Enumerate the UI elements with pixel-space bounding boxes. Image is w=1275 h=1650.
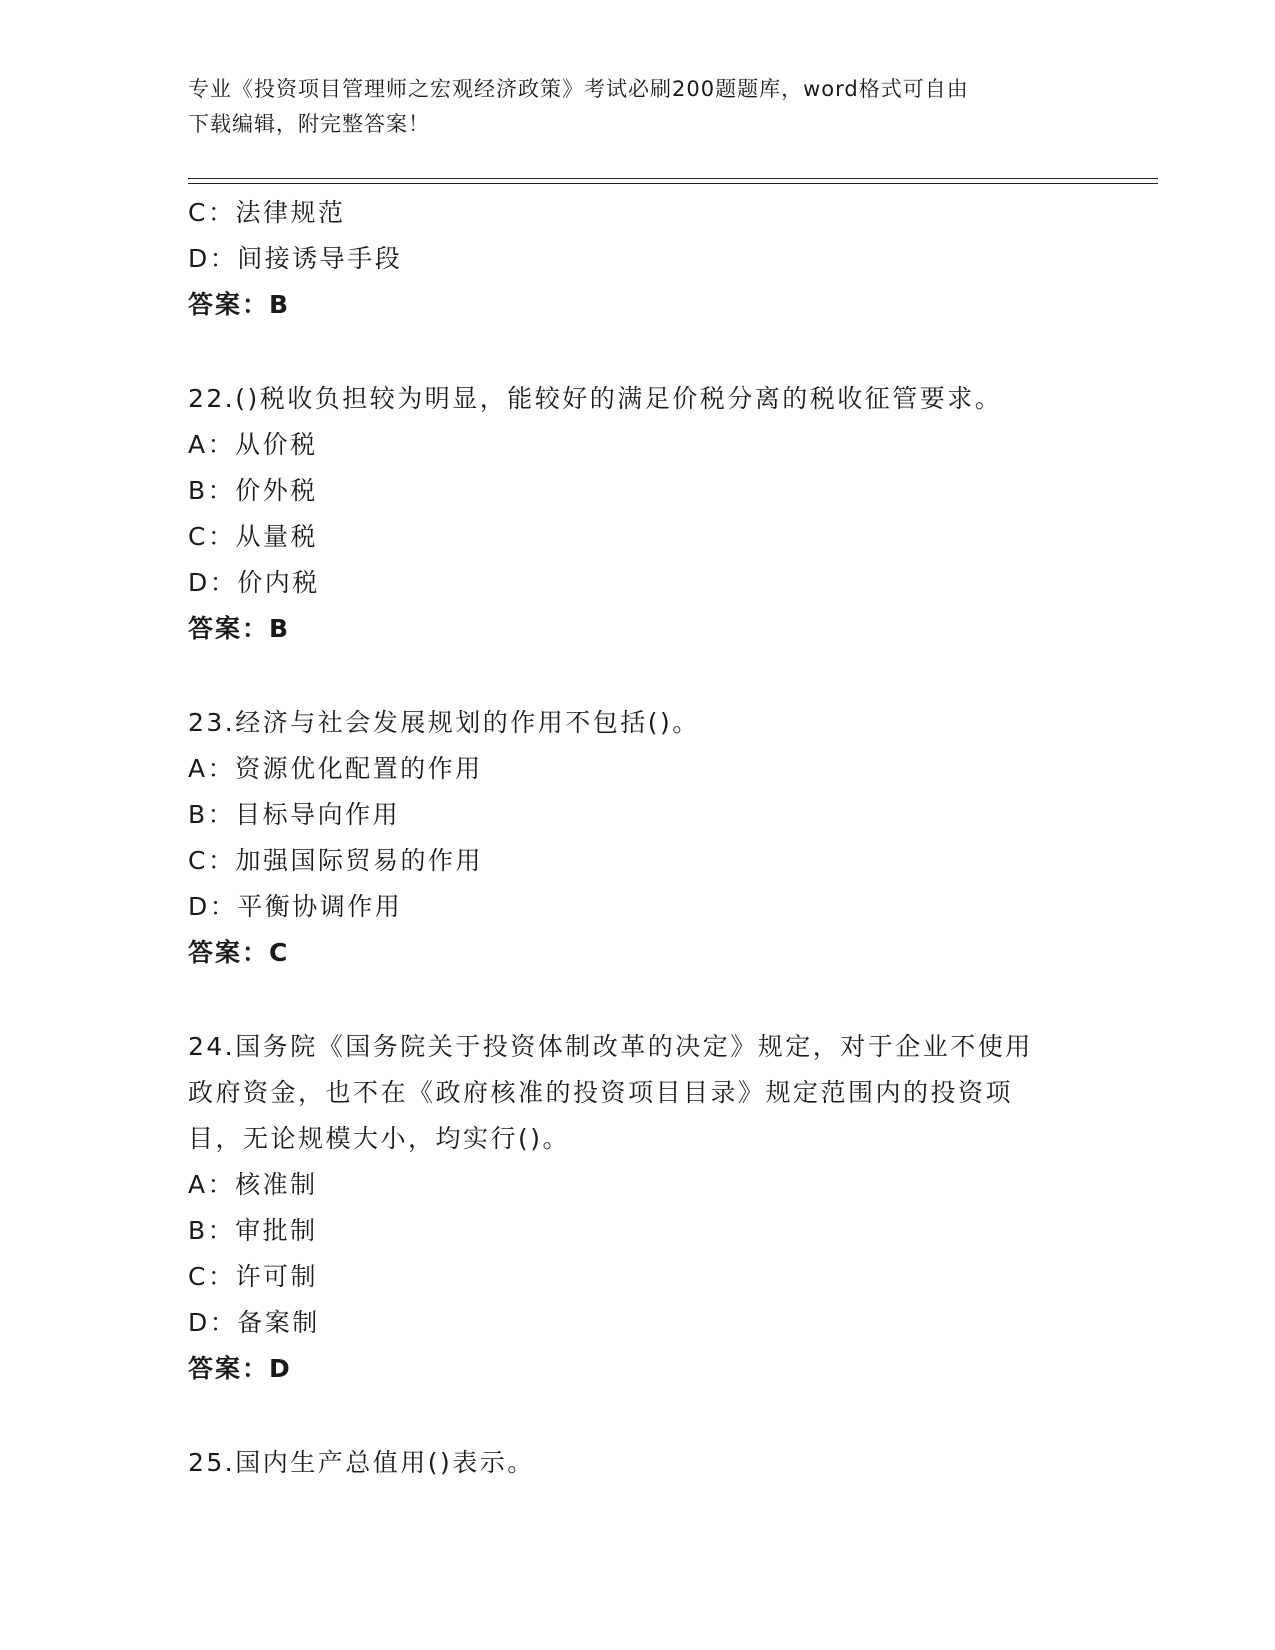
option-b: B：审批制	[188, 1216, 318, 1245]
question-stem: 23.经济与社会发展规划的作用不包括()。	[188, 708, 700, 737]
spacer	[188, 652, 1088, 700]
option-c: C：许可制	[188, 1262, 318, 1291]
spacer	[188, 328, 1088, 376]
option-d: D：备案制	[188, 1308, 320, 1337]
question-24	[188, 1024, 1088, 1392]
option-a: A：从价税	[188, 430, 318, 459]
question-stem-line-2: 政府资金，也不在《政府核准的投资项目目录》规定范围内的投资项	[188, 1078, 1014, 1107]
answer-label: 答案：B	[188, 614, 291, 643]
header-divider-top	[188, 178, 1158, 179]
header-line-1: 专业《投资项目管理师之宏观经济政策》考试必刷200题题库，word格式可自由	[188, 77, 969, 101]
question-stem: 25.国内生产总值用()表示。	[188, 1448, 535, 1477]
option-d: D：间接诱导手段	[188, 244, 403, 273]
question-stem-line-1: 24.国务院《国务院关于投资体制改革的决定》规定，对于企业不使用	[188, 1032, 1033, 1061]
option-a: A：资源优化配置的作用	[188, 754, 483, 783]
question-21-continuation	[188, 190, 1088, 328]
document-header	[188, 72, 1068, 142]
option-c: C：从量税	[188, 522, 318, 551]
option-c: C：加强国际贸易的作用	[188, 846, 483, 875]
header-line-2: 下载编辑，附完整答案！	[188, 112, 430, 136]
question-stem: 22.()税收负担较为明显，能较好的满足价税分离的税收征管要求。	[188, 384, 1003, 413]
option-b: B：目标导向作用	[188, 800, 401, 829]
spacer	[188, 1392, 1088, 1440]
option-b: B：价外税	[188, 476, 318, 505]
question-list	[188, 190, 1088, 1486]
option-d: D：价内税	[188, 568, 320, 597]
question-stem-line-3: 目，无论规模大小，均实行()。	[188, 1124, 571, 1153]
answer-label: 答案：B	[188, 290, 291, 319]
option-c: C：法律规范	[188, 198, 346, 227]
answer-label: 答案：C	[188, 938, 290, 967]
spacer	[188, 976, 1088, 1024]
header-divider-bottom	[188, 183, 1158, 184]
option-a: A：核准制	[188, 1170, 318, 1199]
question-25	[188, 1440, 1088, 1486]
option-d: D：平衡协调作用	[188, 892, 403, 921]
question-22	[188, 376, 1088, 652]
answer-label: 答案：D	[188, 1354, 292, 1383]
question-23	[188, 700, 1088, 976]
